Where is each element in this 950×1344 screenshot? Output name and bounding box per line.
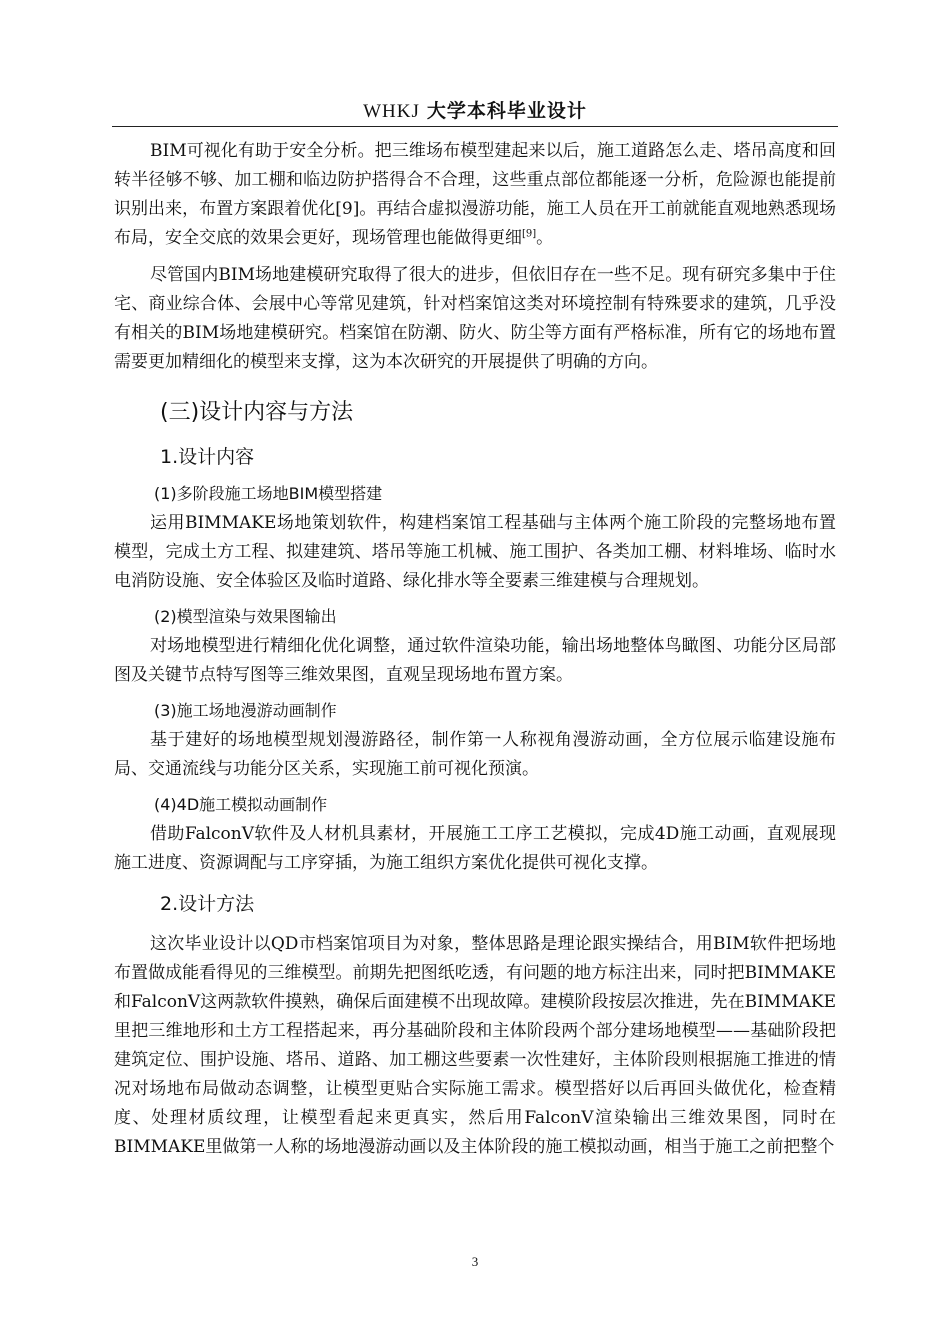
paragraph-end: 。 bbox=[536, 228, 554, 248]
item-heading-4: (4)4D施工模拟动画制作 bbox=[154, 795, 328, 814]
item-text-4: 借助FalconV软件及人材机具素材，开展施工工序工艺模拟，完成4D施工动画，直观展现施工进度、资源调配与工序穿插，为施工组织方案优化提供可视化支撑。 bbox=[114, 824, 836, 873]
paragraph-method: 这次毕业设计以QD市档案馆项目为对象，整体思路是理论跟实操结合，用BIM软件把场地布置做成能看得见的三维模型。前期先把图纸吃透，有问题的地方标注出来，同时把BIMMAKE和FalconV这两款软件摸熟，确保后面建模不出现故障。建模阶段按层次推进，先在BIMMAKE里把三维地形和土方工程搭起来，再分基础阶段和主体阶段两个部分建场地模型——基础阶段把建筑定位、围护设施、塔吊、道路、加工棚这些要素一次性建好，主体阶段则根据施工推进的情况对场地布局做动态调整，让模型更贴合实际施工需求。模型搭好以后再回头做优化，检查精度、处理材质纹理，让模型看起来更真实，然后用FalconV渲染输出三维效果图，同时在BIMMAKE里做第一人称的场地漫游动画以及主体阶段的施工模拟动画，相当于施工之前把整个 bbox=[114, 934, 836, 1157]
page-body bbox=[114, 137, 836, 1162]
paragraph-bim-safety bbox=[114, 137, 836, 253]
item-text-3: 基于建好的场地模型规划漫游路径，制作第一人称视角漫游动画，全方位展示临建设施布局、交通流线与功能分区关系，实现施工前可视化预演。 bbox=[114, 730, 836, 779]
subsection-heading-method: 2.设计方法 bbox=[160, 893, 255, 915]
header-rule bbox=[112, 126, 838, 127]
item-text-1: 运用BIMMAKE场地策划软件，构建档案馆工程基础与主体两个施工阶段的完整场地布置模型，完成土方工程、拟建建筑、塔吊等施工机械、施工围护、各类加工棚、材料堆场、临时水电消防设施、安全体验区及临时道路、绿化排水等全要素三维建模与合理规划。 bbox=[114, 513, 836, 591]
header-title-cjk: 大学本科毕业设计 bbox=[426, 100, 587, 122]
section-heading: (三)设计内容与方法 bbox=[160, 400, 354, 425]
item-text-2: 对场地模型进行精细化优化调整，通过软件渲染功能，输出场地整体鸟瞰图、功能分区局部图及关键节点特写图等三维效果图，直观呈现场地布置方案。 bbox=[114, 636, 836, 685]
paragraph-text: BIM可视化有助于安全分析。把三维场布模型建起来以后，施工道路怎么走、塔吊高度和回转半径够不够、加工棚和临边防护搭得合不合理，这些重点部位都能逐一分析，危险源也能提前识别出来，布置方案跟着优化[9]。再结合虚拟漫游功能，施工人员在开工前就能直观地熟悉现场布局，安全交底的效果会更好，现场管理也能做得更细 bbox=[114, 141, 836, 248]
paragraph-research-gap: 尽管国内BIM场地建模研究取得了很大的进步，但依旧存在一些不足。现有研究多集中于住宅、商业综合体、会展中心等常见建筑，针对档案馆这类对环境控制有特殊要求的建筑，几乎没有相关的BIM场地建模研究。档案馆在防潮、防火、防尘等方面有严格标准，所有它的场地布置需要更加精细化的模型来支撑，这为本次研究的开展提供了明确的方向。 bbox=[114, 265, 836, 372]
running-header bbox=[112, 96, 838, 124]
item-heading-2: (2)模型渲染与效果图输出 bbox=[154, 607, 337, 626]
subsection-heading-content: 1.设计内容 bbox=[160, 446, 255, 468]
header-title-latin: WHKJ bbox=[363, 101, 420, 122]
page-number: 3 bbox=[471, 1254, 479, 1269]
item-heading-3: (3)施工场地漫游动画制作 bbox=[154, 701, 337, 720]
citation: [9] bbox=[522, 228, 537, 240]
item-heading-1: (1)多阶段施工场地BIM模型搭建 bbox=[154, 484, 383, 503]
